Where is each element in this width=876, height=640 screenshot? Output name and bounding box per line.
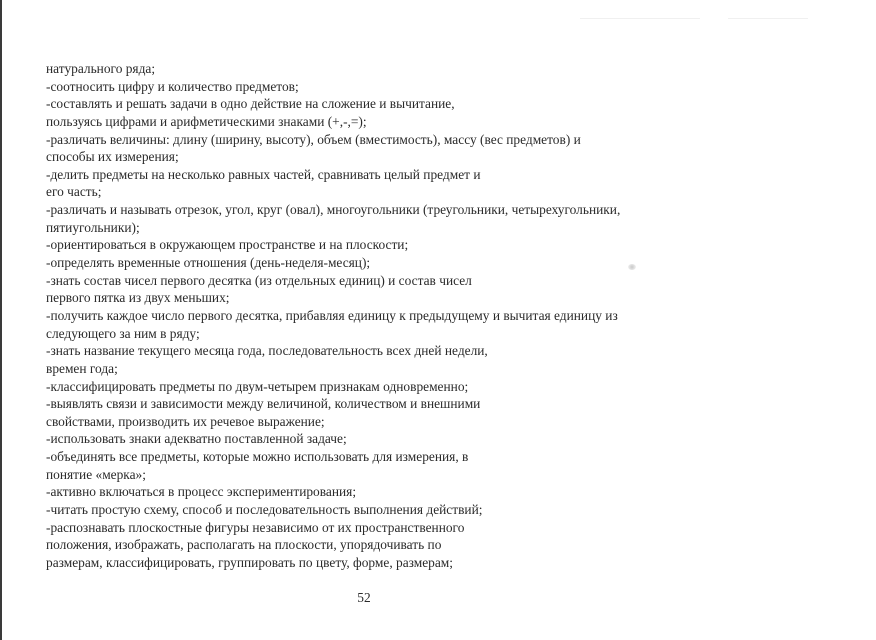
text-line: -знать состав чисел первого десятка (из отдельных единиц) и состав чисел (46, 272, 472, 288)
text-line: свойствами, производить их речевое выражение; (46, 413, 325, 429)
scan-artifact (728, 18, 808, 19)
text-line: -активно включаться в процесс экспериментирования; (46, 484, 357, 500)
text-line: -ориентироваться в окружающем пространстве и на плоскости; (46, 237, 409, 253)
text-line: -различать и называть отрезок, угол, круг (овал), многоугольники (треугольники, четырехугольники, (46, 202, 621, 218)
text-line: -читать простую схему, способ и последовательность выполнения действий; (46, 502, 483, 518)
page-number: 52 (357, 590, 371, 605)
text-line: пользуясь цифрами и арифметическими знаками (+,-,=); (46, 113, 367, 129)
text-line: -использовать знаки адекватно поставленной задаче; (46, 431, 347, 447)
text-line: его часть; (46, 184, 102, 200)
body-text (46, 60, 726, 572)
text-line: -знать название текущего месяца года, последовательность всех дней недели, (46, 343, 488, 359)
text-line: -делить предметы на несколько равных частей, сравнивать целый предмет и (46, 166, 481, 182)
text-line: положения, изображать, располагать на плоскости, упорядочивать по (46, 537, 442, 553)
text-line: -получить каждое число первого десятка, прибавляя единицу к предыдущему и вычитая единицу из (46, 307, 618, 323)
text-line: размерам, классифицировать, группировать по цвету, форме, размерам; (46, 554, 454, 570)
text-line: -различать величины: длину (ширину, высоту), объем (вместимость), массу (вес предметов) и (46, 131, 581, 147)
text-line: -объединять все предметы, которые можно использовать для измерения, в (46, 449, 469, 465)
text-line: -распознавать плоскостные фигуры независимо от их пространственного (46, 519, 465, 535)
text-line: -составлять и решать задачи в одно действие на сложение и вычитание, (46, 96, 455, 112)
text-line: следующего за ним в ряду; (46, 325, 200, 341)
text-line: понятие «мерка»; (46, 466, 146, 482)
text-line: -выявлять связи и зависимости между величиной, количеством и внешними (46, 396, 481, 412)
text-line: способы их измерения; (46, 149, 179, 165)
text-line: -классифицировать предметы по двум-четырем признакам одновременно; (46, 378, 469, 394)
text-line: натурального ряда; (46, 61, 156, 76)
text-line: первого пятка из двух меньших; (46, 290, 230, 306)
text-line: -определять временные отношения (день-неделя-месяц); (46, 255, 371, 271)
text-line: пятиугольники); (46, 219, 140, 235)
scan-edge (0, 0, 2, 640)
scan-artifact (580, 18, 700, 19)
text-line: времен года; (46, 360, 118, 376)
text-line: -соотносить цифру и количество предметов; (46, 78, 299, 94)
